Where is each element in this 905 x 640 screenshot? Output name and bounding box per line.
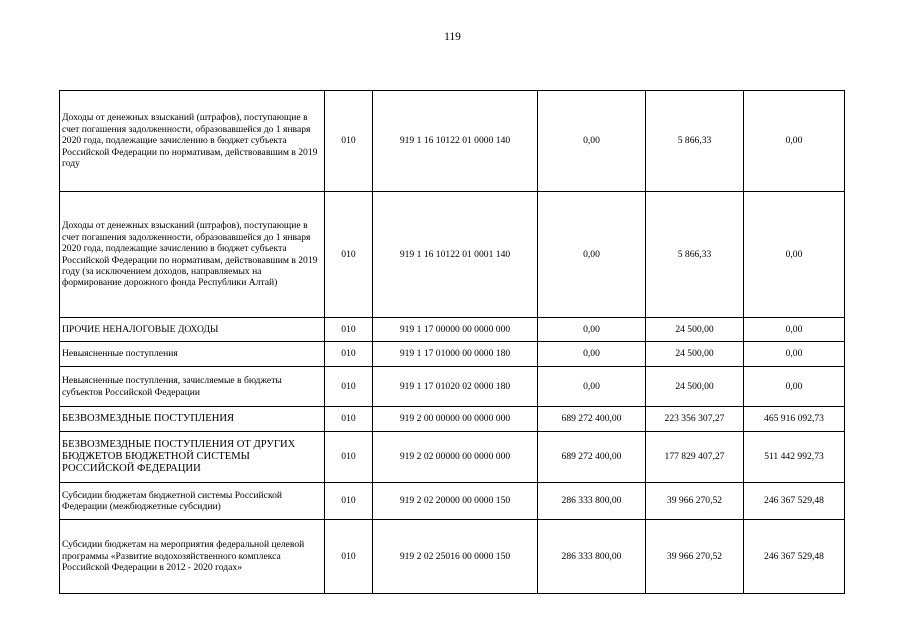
row-value-2: 223 356 307,27: [646, 407, 744, 432]
row-kbk: 919 1 17 00000 00 0000 000: [373, 318, 538, 342]
row-name: Субсидии бюджетам бюджетной системы Российской Федерации (межбюджетные субсидии): [60, 483, 325, 520]
table-row: [60, 483, 845, 520]
row-code: 010: [325, 432, 373, 483]
row-value-1: 0,00: [538, 342, 646, 367]
budget-table: [59, 90, 845, 594]
row-kbk: 919 1 16 10122 01 0000 140: [373, 91, 538, 192]
row-name: БЕЗВОЗМЕЗДНЫЕ ПОСТУПЛЕНИЯ ОТ ДРУГИХ БЮДЖЕТОВ БЮДЖЕТНОЙ СИСТЕМЫ РОССИЙСКОЙ ФЕДЕРАЦИИ: [60, 432, 325, 483]
row-value-3: 0,00: [744, 91, 845, 192]
row-name: БЕЗВОЗМЕЗДНЫЕ ПОСТУПЛЕНИЯ: [60, 407, 325, 432]
row-kbk: 919 2 02 00000 00 0000 000: [373, 432, 538, 483]
row-code: 010: [325, 520, 373, 594]
row-value-1: 689 272 400,00: [538, 407, 646, 432]
row-code: 010: [325, 91, 373, 192]
row-kbk: 919 1 16 10122 01 0001 140: [373, 192, 538, 318]
row-name: Доходы от денежных взысканий (штрафов), поступающие в счет погашения задолженности, образовавшейся до 1 января 2020 года, подлежащие зачислению в бюджет субъекта Российской Федерации по нормативам, действовавшим в 2019 году: [60, 91, 325, 192]
row-value-2: 39 966 270,52: [646, 520, 744, 594]
row-kbk: 919 2 02 25016 00 0000 150: [373, 520, 538, 594]
row-value-2: 24 500,00: [646, 342, 744, 367]
row-value-2: 24 500,00: [646, 318, 744, 342]
table-row: [60, 520, 845, 594]
row-code: 010: [325, 342, 373, 367]
row-name: Невыясненные поступления, зачисляемые в бюджеты субъектов Российской Федерации: [60, 367, 325, 407]
row-code: 010: [325, 407, 373, 432]
row-code: 010: [325, 483, 373, 520]
page-number: 119: [444, 31, 461, 43]
row-value-1: 0,00: [538, 318, 646, 342]
row-value-3: 246 367 529,48: [744, 520, 845, 594]
table-row: [60, 432, 845, 483]
table-row: [60, 407, 845, 432]
row-value-2: 177 829 407,27: [646, 432, 744, 483]
row-value-1: 286 333 800,00: [538, 483, 646, 520]
row-value-3: 0,00: [744, 192, 845, 318]
row-name: ПРОЧИЕ НЕНАЛОГОВЫЕ ДОХОДЫ: [60, 318, 325, 342]
row-code: 010: [325, 192, 373, 318]
row-kbk: 919 1 17 01000 00 0000 180: [373, 342, 538, 367]
row-name: Субсидии бюджетам на мероприятия федеральной целевой программы «Развитие водохозяйственного комплекса Российской Федерации в 2012 - 2020 годах»: [60, 520, 325, 594]
row-value-2: 5 866,33: [646, 91, 744, 192]
row-code: 010: [325, 318, 373, 342]
row-kbk: 919 1 17 01020 02 0000 180: [373, 367, 538, 407]
row-value-3: 0,00: [744, 318, 845, 342]
table-row: [60, 91, 845, 192]
row-kbk: 919 2 02 20000 00 0000 150: [373, 483, 538, 520]
row-value-1: 689 272 400,00: [538, 432, 646, 483]
row-value-3: 465 916 092,73: [744, 407, 845, 432]
row-value-3: 0,00: [744, 367, 845, 407]
table-row: [60, 192, 845, 318]
row-kbk: 919 2 00 00000 00 0000 000: [373, 407, 538, 432]
table-row: [60, 318, 845, 342]
row-value-1: 0,00: [538, 192, 646, 318]
row-value-1: 286 333 800,00: [538, 520, 646, 594]
row-value-1: 0,00: [538, 91, 646, 192]
row-name: Доходы от денежных взысканий (штрафов), поступающие в счет погашения задолженности, образовавшейся до 1 января 2020 года, подлежащие зачислению в бюджет субъекта Российской Федерации по нормативам, действовавшим в 2019 году (за исключением доходов, направляемых на формирование дорожного фонда Республики Алтай): [60, 192, 325, 318]
row-value-1: 0,00: [538, 367, 646, 407]
row-value-2: 5 866,33: [646, 192, 744, 318]
row-name: Невыясненные поступления: [60, 342, 325, 367]
row-value-2: 39 966 270,52: [646, 483, 744, 520]
row-value-3: 511 442 992,73: [744, 432, 845, 483]
table-row: [60, 367, 845, 407]
table-row: [60, 342, 845, 367]
row-code: 010: [325, 367, 373, 407]
row-value-3: 0,00: [744, 342, 845, 367]
row-value-2: 24 500,00: [646, 367, 744, 407]
row-value-3: 246 367 529,48: [744, 483, 845, 520]
